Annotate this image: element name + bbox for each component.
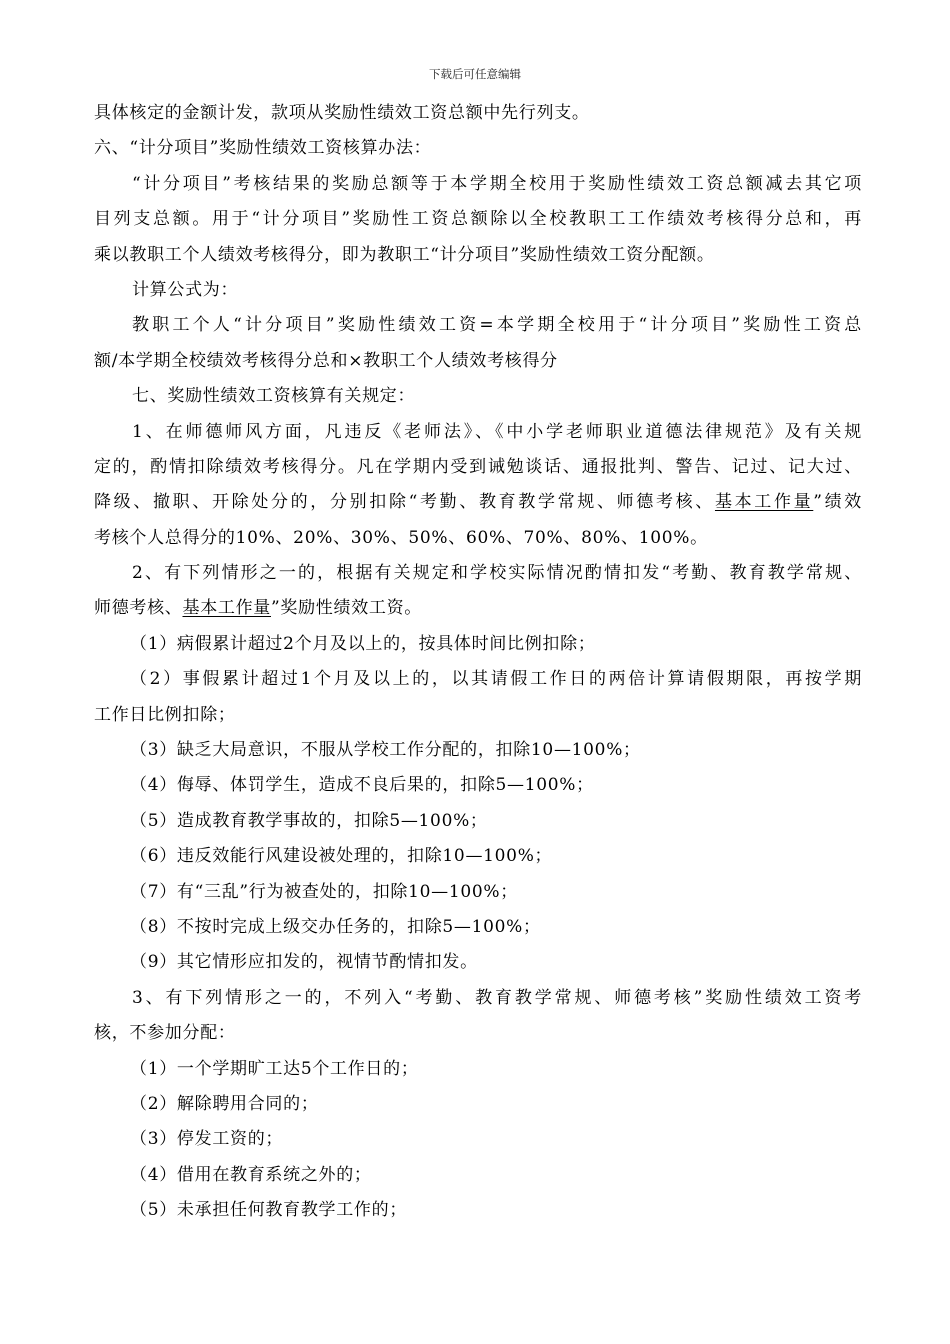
paragraph-line: 定的，酌情扣除绩效考核得分。凡在学期内受到诫勉谈话、通报批判、警告、记过、记大过、	[94, 456, 862, 477]
paragraph-line: 乘以教职工个人绩效考核得分，即为教职工“计分项目”奖励性绩效工资分配额。	[94, 244, 715, 265]
section-heading-7: 七、奖励性绩效工资核算有关规定：	[132, 386, 416, 407]
list-item: （5）未承担任何教育教学工作的；	[130, 1200, 408, 1221]
list-item: （7）有“三乱”行为被查处的，扣除10—100%；	[130, 881, 518, 902]
paragraph-line	[94, 485, 862, 520]
text-span: ”绩效	[813, 492, 863, 513]
paragraph-line: 3、有下列情形之一的，不列入“考勤、教育教学常规、师德考核”奖励性绩效工资考	[132, 987, 862, 1008]
list-item: （5）造成教育教学事故的，扣除5—100%；	[130, 810, 488, 831]
underlined-term: 基本工作量	[714, 492, 814, 513]
section-heading-6: 六、“计分项目”奖励性绩效工资核算办法：	[94, 138, 432, 159]
text-span: 降级、撤职、开除处分的，分别扣除“考勤、教育教学常规、师德考核、	[94, 492, 715, 513]
paragraph-line	[94, 591, 862, 626]
list-item: （3）缺乏大局意识，不服从学校工作分配的，扣除10—100%；	[130, 740, 641, 761]
paragraph-line: 2、有下列情形之一的，根据有关规定和学校实际情况酌情扣发“考勤、教育教学常规、	[132, 563, 862, 584]
list-item-continuation: 工作日比例扣除；	[94, 704, 236, 725]
list-item: （9）其它情形应扣发的，视情节酌情扣发。	[130, 952, 478, 973]
list-item: （1）病假累计超过2个月及以上的，按具体时间比例扣除；	[130, 633, 596, 654]
paragraph-line: 具体核定的金额计发，款项从奖励性绩效工资总额中先行列支。	[94, 103, 590, 123]
text-span: ”奖励性绩效工资。	[271, 598, 422, 619]
paragraph-line: 1、在师德师风方面，凡违反《老师法》、《中小学老师职业道德法律规范》及有关规	[132, 421, 862, 442]
paragraph-line: “计分项目”考核结果的奖励总额等于本学期全校用于奖励性绩效工资总额减去其它项	[132, 173, 862, 194]
list-item: （3）停发工资的；	[130, 1129, 284, 1150]
formula-label: 计算公式为：	[132, 279, 239, 300]
formula-line: 额/本学期全校绩效考核得分总和×教职工个人绩效考核得分	[94, 350, 558, 371]
paragraph-line: 考核个人总得分的10%、20%、30%、50%、60%、70%、80%、100%。	[94, 527, 708, 548]
list-item: （4）借用在教育系统之外的；	[130, 1164, 372, 1185]
list-item: （6）违反效能行风建设被处理的，扣除10—100%；	[130, 846, 553, 867]
paragraph-line: 目列支总额。用于“计分项目”奖励性工资总额除以全校教职工工作绩效考核得分总和，再	[94, 209, 862, 230]
list-item: （2）事假累计超过1个月及以上的，以其请假工作日的两倍计算请假期限，再按学期	[130, 669, 862, 690]
formula-line: 教职工个人“计分项目”奖励性绩效工资=本学期全校用于“计分项目”奖励性工资总	[132, 315, 862, 336]
list-item: （8）不按时完成上级交办任务的，扣除5—100%；	[130, 916, 541, 937]
page-header: 下载后可任意编辑	[429, 67, 521, 81]
list-item: （1）一个学期旷工达5个工作日的；	[130, 1058, 419, 1079]
underlined-term: 基本工作量	[182, 598, 271, 619]
list-item: （2）解除聘用合同的；	[130, 1093, 319, 1114]
list-item: （4）侮辱、体罚学生，造成不良后果的，扣除5—100%；	[130, 775, 594, 796]
paragraph-line: 核，不参加分配：	[94, 1023, 236, 1044]
document-body	[94, 96, 862, 1229]
text-span: 师德考核、	[94, 598, 183, 619]
